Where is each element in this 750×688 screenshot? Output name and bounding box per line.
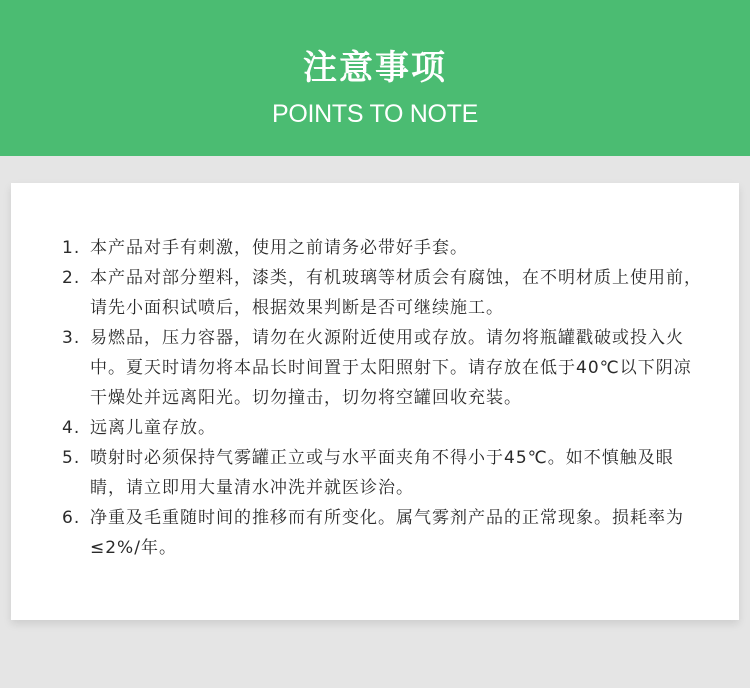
note-number: 6. <box>62 508 81 528</box>
note-text: 喷射时必须保持气雾罐正立或与水平面夹角不得小于45℃。如不慎触及眼睛，请立即用大量清水冲洗并就医诊治。 <box>90 448 674 498</box>
note-number: 3. <box>62 328 81 348</box>
page-subtitle: POINTS TO NOTE <box>271 100 479 128</box>
page-title: 注意事项 <box>303 48 447 88</box>
note-number: 2. <box>62 268 81 288</box>
note-number: 1. <box>62 238 81 258</box>
note-item-3 <box>62 323 702 413</box>
note-text: 易燃品，压力容器，请勿在火源附近使用或存放。请勿将瓶罐戳破或投入火中。夏天时请勿将本品长时间置于太阳照射下。请存放在低于40℃以下阴凉干燥处并远离阳光。切勿撞击，切勿将空罐回收充装。 <box>90 328 692 408</box>
note-item-6 <box>62 503 702 563</box>
note-text: 净重及毛重随时间的推移而有所变化。属气雾剂产品的正常现象。损耗率为≤2%/年。 <box>90 508 684 558</box>
header-banner <box>0 0 750 156</box>
note-item-1 <box>62 233 702 263</box>
note-text: 远离儿童存放。 <box>90 418 216 438</box>
note-item-5 <box>62 443 702 503</box>
note-item-2 <box>62 263 702 323</box>
note-number: 5. <box>62 448 81 468</box>
notes-list <box>62 233 702 563</box>
note-text: 本产品对部分塑料，漆类，有机玻璃等材质会有腐蚀，在不明材质上使用前，请先小面积试喷后，根据效果判断是否可继续施工。 <box>90 268 702 318</box>
note-item-4 <box>62 413 702 443</box>
note-text: 本产品对手有刺激，使用之前请务必带好手套。 <box>90 238 468 258</box>
note-number: 4. <box>62 418 81 438</box>
